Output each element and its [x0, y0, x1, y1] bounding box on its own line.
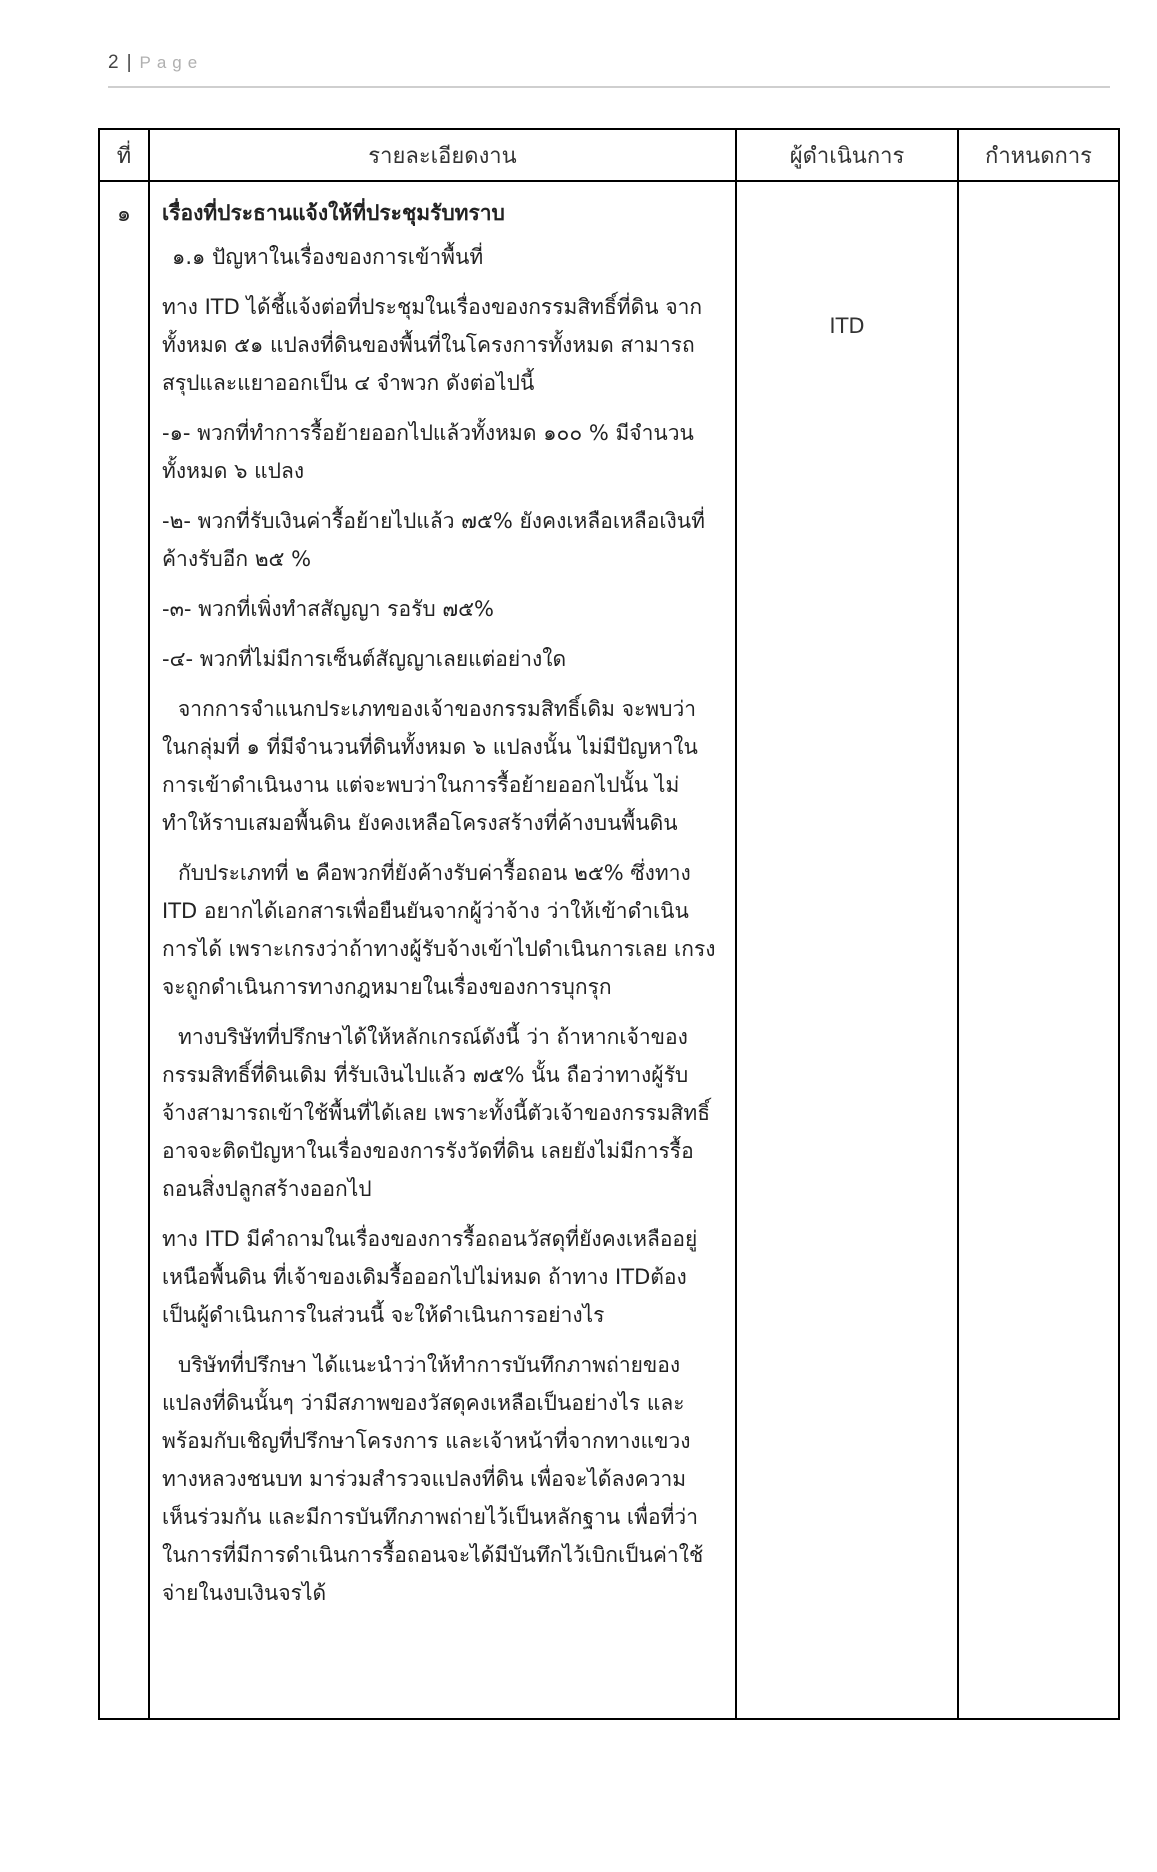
header-deadline: กำหนดการ — [958, 129, 1119, 181]
page-word: Page — [139, 53, 204, 72]
minutes-table — [98, 128, 1120, 1720]
row-details — [149, 181, 736, 1719]
list-item: -๑- พวกที่ทำการรื้อย้ายออกไปแล้วทั้งหมด ๑๐๐ % มีจำนวนทั้งหมด ๖ แปลง — [162, 421, 694, 483]
page-number: 2 — [108, 52, 119, 73]
table-header-row — [99, 129, 1119, 181]
paragraph: จากการจำแนกประเภทของเจ้าของกรรมสิทธิ์เดิม จะพบว่าในกลุ่มที่ ๑ ที่มีจำนวนที่ดินทั้งหมด ๖ แปลงนั้น ไม่มีปัญหาในการเข้าดำเนินงาน แต่จะพบว่าในการรื้อย้ายออกไปนั้น ไม่ทำให้ราบเสมอพื้นดิน ยังคงเหลือโครงสร้างที่ค้างบนพื้นดิน — [162, 697, 698, 835]
paragraph: ทางบริษัทที่ปรึกษาได้ให้หลักเกรณ์ดังนี้ ว่า ถ้าหากเจ้าของกรรมสิทธิ์ที่ดินเดิม ที่รับเงินไปแล้ว ๗๕% นั้น ถือว่าทางผู้รับจ้างสามารถเข้าใช้พื้นที่ได้เลย เพราะทั้งนี้ตัวเจ้าของกรรมสิทธิ์อาจจะติดปัญหาในเรื่องของการรังวัดที่ดิน เลยยังไม่มีการรื้อถอนสิ่งปลูกสร้างออกไป — [162, 1025, 711, 1201]
agenda-subtitle: ๑.๑ ปัญหาในเรื่องของการเข้าพื้นที่ — [172, 245, 484, 269]
header-rule — [108, 86, 1110, 88]
list-item: -๓- พวกที่เพิ่งทำสสัญญา รอรับ ๗๕% — [162, 597, 494, 621]
paragraph: ทาง ITD ได้ชี้แจ้งต่อที่ประชุมในเรื่องของกรรมสิทธิ์ที่ดิน จากทั้งหมด ๕๑ แปลงที่ดินของพื้นที่ในโครงการทั้งหมด สามารถสรุปและแยาออกเป็น ๔ จำพวก ดังต่อไปนี้ — [162, 295, 703, 395]
header-number: ที่ — [99, 129, 149, 181]
list-item: -๔- พวกที่ไม่มีการเซ็นต์สัญญาเลยแต่อย่างใด — [162, 647, 567, 671]
paragraph: ทาง ITD มีคำถามในเรื่องของการรื้อถอนวัสดุที่ยังคงเหลืออยู่เหนือพื้นดิน ที่เจ้าของเดิมรื้อออกไปไม่หมด ถ้าทาง ITDต้องเป็นผู้ดำเนินการในส่วนนี้ จะให้ดำเนินการอย่างไร — [162, 1227, 698, 1327]
header-details: รายละเอียดงาน — [149, 129, 736, 181]
header-responsible: ผู้ดำเนินการ — [736, 129, 958, 181]
row-deadline — [958, 181, 1119, 1719]
list-item: -๒- พวกที่รับเงินค่ารื้อย้ายไปแล้ว ๗๕% ยังคงเหลือเหลือเงินที่ค้างรับอีก ๒๕ % — [162, 509, 705, 571]
page-header — [108, 52, 203, 74]
agenda-title: เรื่องที่ประธานแจ้งให้ที่ประชุมรับทราบ — [162, 201, 505, 225]
header-separator: | — [126, 52, 132, 73]
row-responsible: ITD — [736, 181, 958, 1719]
row-number: ๑ — [99, 181, 149, 1719]
table-row — [99, 181, 1119, 1719]
paragraph: กับประเภทที่ ๒ คือพวกที่ยังค้างรับค่ารื้อถอน ๒๕% ซึ่งทาง ITD อยากได้เอกสารเพื่อยืนยันจากผู้ว่าจ้าง ว่าให้เข้าดำเนินการได้ เพราะเกรงว่าถ้าทางผู้รับจ้างเข้าไปดำเนินการเลย เกรงจะถูกดำเนินการทางกฎหมายในเรื่องของการบุกรุก — [162, 861, 716, 999]
paragraph: บริษัทที่ปรึกษา ได้แนะนำว่าให้ทำการบันทึกภาพถ่ายของแปลงที่ดินนั้นๆ ว่ามีสภาพของวัสดุคงเหลือเป็นอย่างไร และพร้อมกับเชิญที่ปรึกษาโครงการ และเจ้าหน้าที่จากทางแขวงทางหลวงชนบท มาร่วมสำรวจแปลงที่ดิน เพื่อจะได้ลงความเห็นร่วมกัน และมีการบันทึกภาพถ่ายไว้เป็นหลักฐาน เพื่อที่ว่าในการที่มีการดำเนินการรื้อถอนจะได้มีบันทึกไว้เบิกเป็นค่าใช้จ่ายในงบเงินจรได้ — [162, 1353, 704, 1605]
